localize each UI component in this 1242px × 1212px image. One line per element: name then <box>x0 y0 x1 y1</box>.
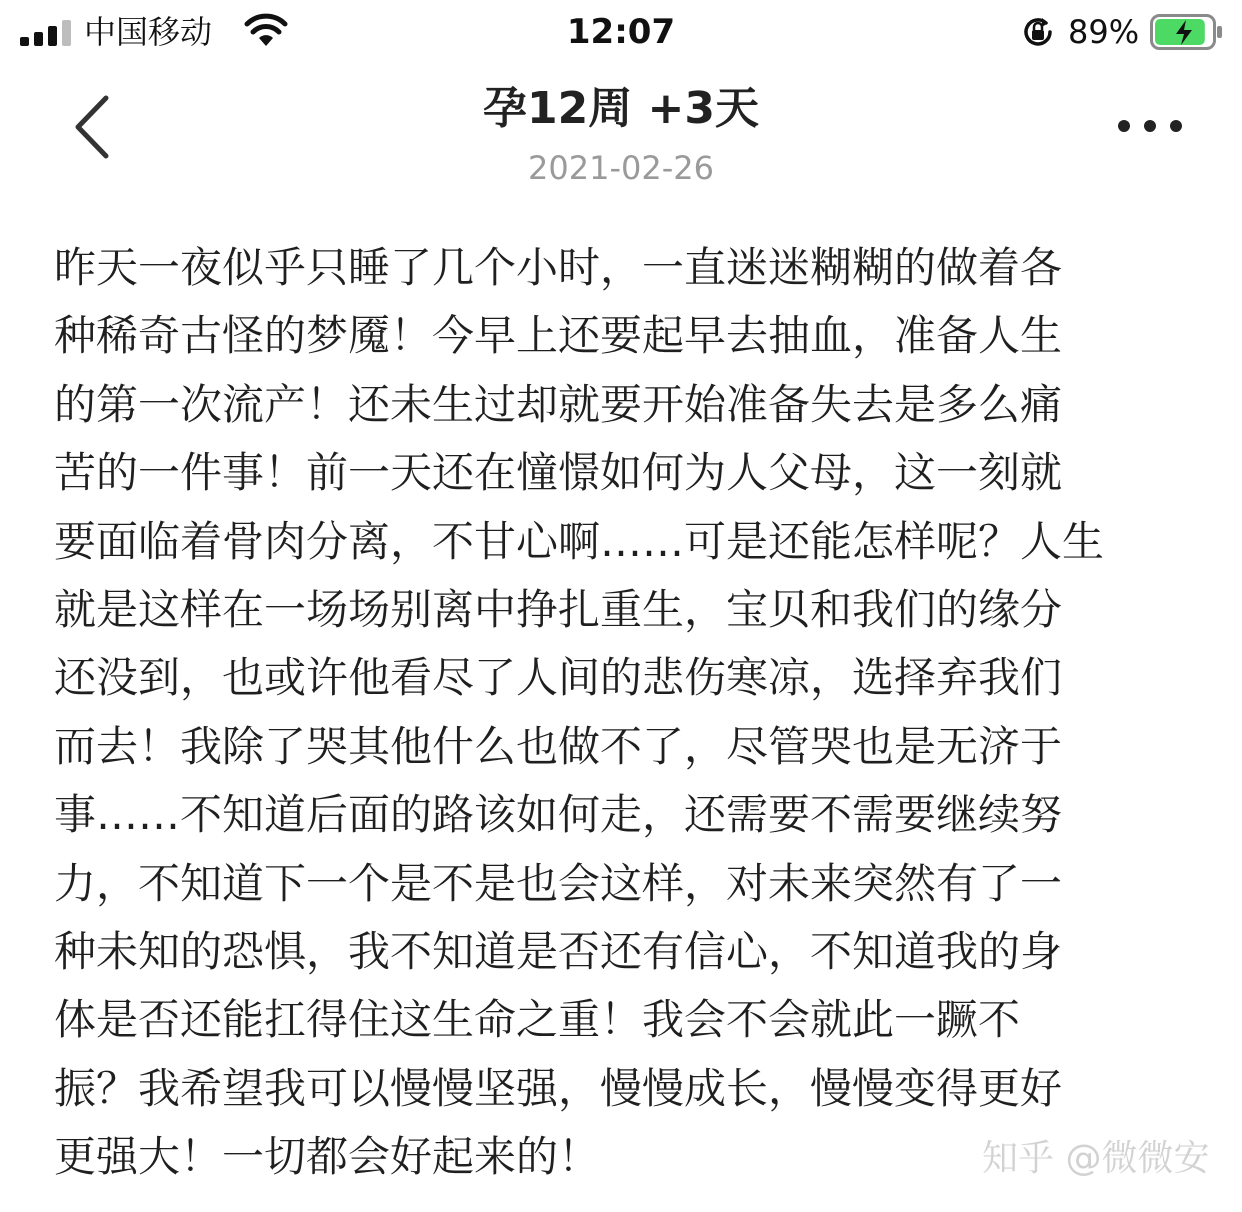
orientation-lock-icon <box>1020 14 1056 50</box>
text-line: 苦的一件事！前一天还在憧憬如何为人父母，这一刻就 <box>54 448 1063 498</box>
text-line: 还没到，也或许他看尽了人间的悲伤寒凉，选择弃我们 <box>54 653 1063 703</box>
diary-body <box>54 234 1194 1192</box>
text-line: 振？我希望我可以慢慢坚强，慢慢成长，慢慢变得更好 <box>54 1063 1063 1113</box>
battery-percent: 89% <box>1068 13 1140 51</box>
text-line: 而去！我除了哭其他什么也做不了，尽管哭也是无济于 <box>54 721 1063 771</box>
text-line: 事……不知道后面的路该如何走，还需要不需要继续努 <box>54 790 1063 840</box>
text-line: 种稀奇古怪的梦魇！今早上还要起早去抽血，准备人生 <box>54 311 1063 361</box>
text-line: 要面临着骨肉分离，不甘心啊……可是还能怎样呢？人生 <box>54 516 1105 566</box>
text-line: 的第一次流产！还未生过却就要开始准备失去是多么痛 <box>54 379 1063 429</box>
text-line: 就是这样在一场场别离中挣扎重生，宝贝和我们的缘分 <box>54 585 1063 635</box>
carrier-name: 中国移动 <box>84 13 213 51</box>
text-line: 更强大！一切都会好起来的！ <box>54 1132 601 1182</box>
status-bar <box>0 0 1242 64</box>
text-line: 昨天一夜似乎只睡了几个小时，一直迷迷糊糊的做着各 <box>54 243 1063 292</box>
status-time: 12:07 <box>566 12 676 52</box>
text-line: 种未知的恐惧，我不知道是否还有信心，不知道我的身 <box>54 927 1063 977</box>
page-title: 孕12周 +3天 <box>482 83 760 134</box>
more-dots-icon[interactable] <box>1110 108 1190 144</box>
text-line: 体是否还能扛得住这生命之重！我会不会就此一蹶不 <box>54 995 1021 1045</box>
battery-icon <box>1150 14 1224 50</box>
page-date: 2021-02-26 <box>528 149 714 187</box>
watermark: 知乎 @微微安 <box>982 1138 1210 1179</box>
text-line: 力，不知道下一个是不是也会这样，对未来突然有了一 <box>54 858 1063 908</box>
